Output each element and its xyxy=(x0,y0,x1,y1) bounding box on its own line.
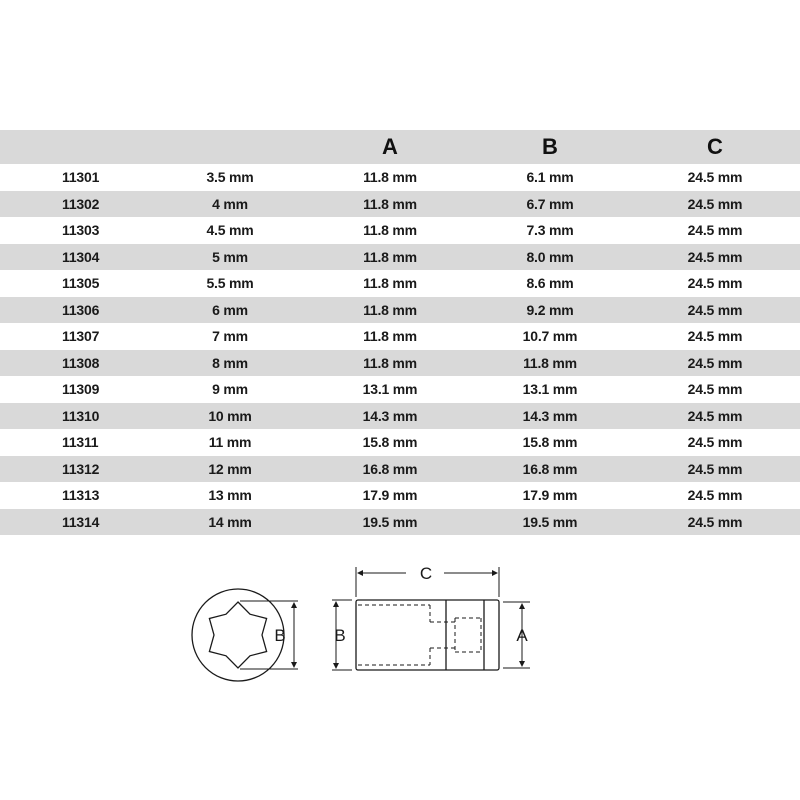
cell-size: 9 mm xyxy=(212,381,248,398)
table-row xyxy=(0,191,800,218)
cell-a: 11.8 mm xyxy=(363,248,417,265)
cell-size: 6 mm xyxy=(212,301,248,318)
header-c: C xyxy=(707,134,723,159)
label-c: C xyxy=(419,564,433,583)
table-row xyxy=(0,297,800,324)
cell-b: 13.1 mm xyxy=(522,381,578,398)
hex-star-opening xyxy=(209,602,266,668)
cell-part-number: 11308 xyxy=(62,354,100,371)
cell-b: 6.7 mm xyxy=(526,195,574,212)
cell-a: 11.8 mm xyxy=(363,169,417,186)
table-row xyxy=(0,164,800,191)
hidden-bore-lines xyxy=(358,605,481,665)
cell-size: 14 mm xyxy=(208,513,252,530)
header-size xyxy=(150,130,310,164)
cell-part-number: 11309 xyxy=(62,381,100,398)
cell-a: 15.8 mm xyxy=(362,434,418,451)
cell-part-number: 11306 xyxy=(62,301,100,318)
table-row xyxy=(0,376,800,403)
cell-b: 14.3 mm xyxy=(522,407,578,424)
cell-size: 8 mm xyxy=(212,354,248,371)
cell-b: 19.5 mm xyxy=(522,513,578,530)
cell-b: 8.0 mm xyxy=(526,248,574,265)
cell-a: 19.5 mm xyxy=(362,513,418,530)
table-row xyxy=(0,429,800,456)
cell-part-number: 11303 xyxy=(62,222,100,239)
table-row xyxy=(0,244,800,271)
table-header-row xyxy=(0,130,800,164)
cell-c: 24.5 mm xyxy=(687,328,743,345)
socket-front-view xyxy=(192,589,298,681)
header-b: B xyxy=(542,134,558,159)
table-row xyxy=(0,403,800,430)
cell-b: 6.1 mm xyxy=(526,169,574,186)
socket-body-outline xyxy=(356,600,499,670)
header-part-number xyxy=(0,130,150,164)
cell-b: 11.8 mm xyxy=(523,354,577,371)
socket-side-view xyxy=(332,564,530,670)
cell-part-number: 11304 xyxy=(62,248,100,265)
cell-c: 24.5 mm xyxy=(687,381,743,398)
cell-c: 24.5 mm xyxy=(687,275,743,292)
cell-c: 24.5 mm xyxy=(687,195,743,212)
table-row xyxy=(0,270,800,297)
cell-part-number: 11302 xyxy=(62,195,100,212)
cell-part-number: 11314 xyxy=(62,513,100,530)
cell-b: 16.8 mm xyxy=(522,460,578,477)
table-row xyxy=(0,509,800,536)
table-row xyxy=(0,217,800,244)
cell-a: 11.8 mm xyxy=(363,354,417,371)
cell-c: 24.5 mm xyxy=(687,460,743,477)
cell-part-number: 11301 xyxy=(62,169,100,186)
header-a: A xyxy=(382,134,398,159)
table-row xyxy=(0,350,800,377)
cell-size: 4.5 mm xyxy=(206,222,254,239)
cell-part-number: 11310 xyxy=(62,407,100,424)
cell-b: 7.3 mm xyxy=(526,222,574,239)
cell-size: 13 mm xyxy=(208,487,252,504)
cell-a: 11.8 mm xyxy=(363,195,417,212)
cell-a: 11.8 mm xyxy=(363,301,417,318)
cell-a: 16.8 mm xyxy=(362,460,418,477)
cell-size: 12 mm xyxy=(208,460,252,477)
cell-part-number: 11305 xyxy=(62,275,100,292)
label-a: A xyxy=(516,626,528,645)
cell-a: 14.3 mm xyxy=(362,407,418,424)
cell-size: 3.5 mm xyxy=(206,169,254,186)
cell-size: 7 mm xyxy=(212,328,248,345)
cell-a: 17.9 mm xyxy=(362,487,418,504)
cell-a: 11.8 mm xyxy=(363,222,417,239)
label-b-front: B xyxy=(274,626,286,645)
table-row xyxy=(0,482,800,509)
cell-b: 10.7 mm xyxy=(522,328,578,345)
dimension-table xyxy=(0,130,800,535)
cell-c: 24.5 mm xyxy=(687,513,743,530)
cell-size: 11 mm xyxy=(208,434,252,451)
socket-dimension-diagram xyxy=(0,555,800,715)
cell-a: 11.8 mm xyxy=(363,328,417,345)
cell-a: 11.8 mm xyxy=(363,275,417,292)
label-b-side: B xyxy=(334,626,346,645)
cell-b: 9.2 mm xyxy=(526,301,574,318)
cell-c: 24.5 mm xyxy=(687,248,743,265)
cell-size: 5.5 mm xyxy=(206,275,254,292)
cell-c: 24.5 mm xyxy=(687,354,743,371)
cell-part-number: 11311 xyxy=(62,434,99,451)
cell-b: 15.8 mm xyxy=(522,434,578,451)
cell-part-number: 11307 xyxy=(62,328,100,345)
cell-c: 24.5 mm xyxy=(687,487,743,504)
cell-c: 24.5 mm xyxy=(687,222,743,239)
cell-size: 5 mm xyxy=(212,248,248,265)
cell-part-number: 11313 xyxy=(62,487,100,504)
table-row xyxy=(0,456,800,483)
cell-c: 24.5 mm xyxy=(687,169,743,186)
table-row xyxy=(0,323,800,350)
cell-b: 8.6 mm xyxy=(526,275,574,292)
cell-b: 17.9 mm xyxy=(522,487,578,504)
cell-size: 10 mm xyxy=(208,407,252,424)
cell-a: 13.1 mm xyxy=(362,381,418,398)
cell-c: 24.5 mm xyxy=(687,407,743,424)
cell-part-number: 11312 xyxy=(62,460,100,477)
cell-c: 24.5 mm xyxy=(687,434,743,451)
cell-size: 4 mm xyxy=(212,195,248,212)
cell-c: 24.5 mm xyxy=(687,301,743,318)
